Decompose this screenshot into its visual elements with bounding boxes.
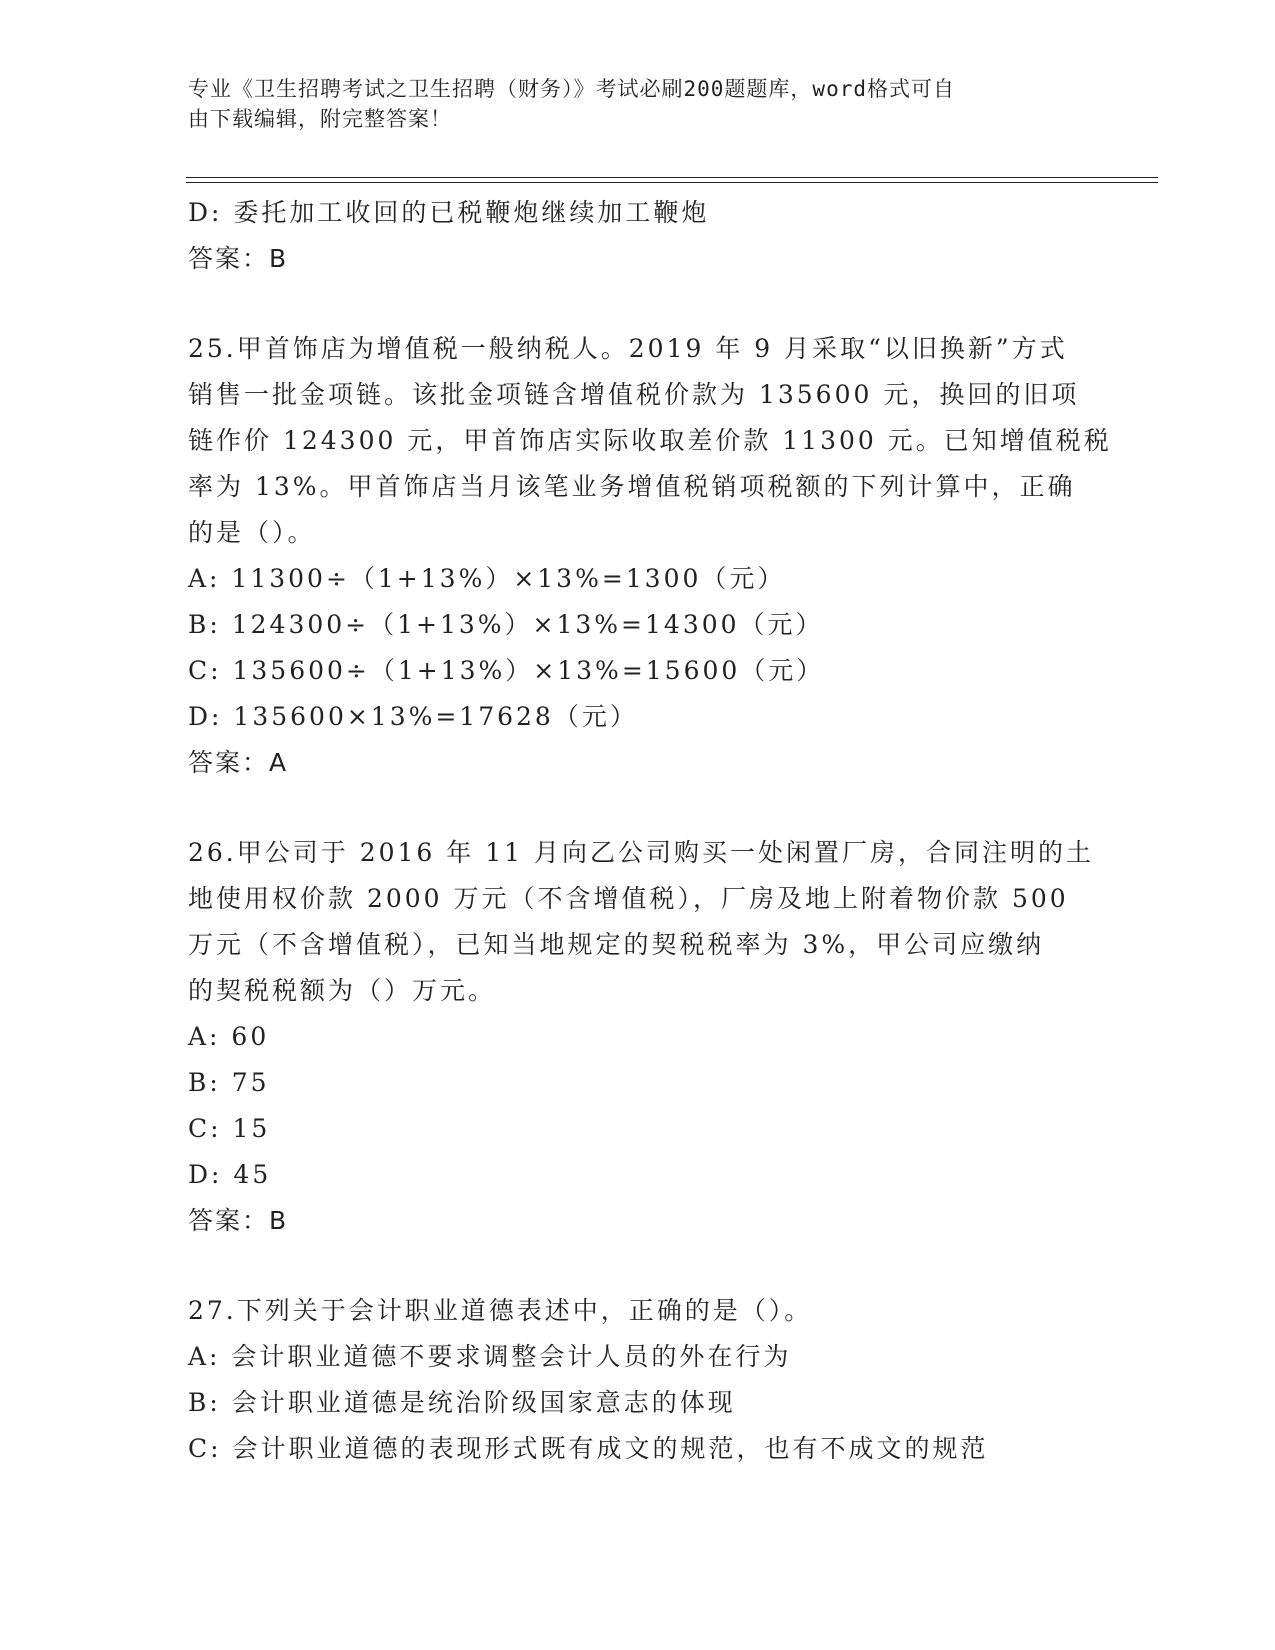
q26-stem-line: 万元（不含增值税），已知当地规定的契税税率为 3%，甲公司应缴纳	[188, 930, 1045, 959]
q27-option-b: B: 会计职业道德是统治阶级国家意志的体现	[188, 1388, 736, 1417]
header-rule-top	[186, 177, 1158, 178]
q26-option-d: D: 45	[188, 1160, 272, 1189]
spacer	[188, 282, 1088, 326]
q25-option-d: D: 135600×13%=17628（元）	[188, 702, 638, 731]
header-rule-bottom	[186, 182, 1158, 183]
q25-option-a: A: 11300÷（1+13%）×13%=1300（元）	[188, 564, 786, 593]
q25-stem-line: 的是（）。	[188, 518, 316, 547]
header-line-2: 由下载编辑，附完整答案！	[188, 107, 452, 131]
q26-stem-line: 的契税税额为（）万元。	[188, 976, 497, 1005]
header-line-1: 专业《卫生招聘考试之卫生招聘（财务）》考试必刷200题题库，word格式可自	[188, 77, 955, 101]
q26-option-c: C: 15	[188, 1114, 271, 1143]
q27-option-c: C: 会计职业道德的表现形式既有成文的规范，也有不成文的规范	[188, 1434, 989, 1463]
q25-stem-line: 销售一批金项链。该批金项链含增值税价款为 135600 元，换回的旧项	[188, 380, 1080, 409]
q27-stem-line: 27.下列关于会计职业道德表述中，正确的是（）。	[188, 1296, 813, 1325]
q26-option-b: B: 75	[188, 1068, 270, 1097]
q24-option-d: D: 委托加工收回的已税鞭炮继续加工鞭炮	[188, 198, 710, 227]
q25-option-c: C: 135600÷（1+13%）×13%=15600（元）	[188, 656, 825, 685]
q25-stem-line: 25.甲首饰店为增值税一般纳税人。2019 年 9 月采取“以旧换新”方式	[188, 334, 1068, 363]
page-header	[188, 74, 1068, 134]
q25-stem-line: 率为 13%。甲首饰店当月该笔业务增值税销项税额的下列计算中，正确	[188, 472, 1076, 501]
q26-stem-line: 地使用权价款 2000 万元（不含增值税），厂房及地上附着物价款 500	[188, 884, 1069, 913]
q27-option-a: A: 会计职业道德不要求调整会计人员的外在行为	[188, 1342, 792, 1371]
q26-option-a: A: 60	[188, 1022, 270, 1051]
question-content	[188, 190, 1112, 1472]
q26-answer: 答案：B	[188, 1206, 289, 1235]
q25-answer: 答案：A	[188, 748, 289, 777]
spacer	[188, 1244, 1088, 1288]
q26-stem-line: 26.甲公司于 2016 年 11 月向乙公司购买一处闲置厂房，合同注明的土	[188, 838, 1094, 867]
spacer	[188, 786, 1088, 830]
q25-option-b: B: 124300÷（1+13%）×13%=14300（元）	[188, 610, 824, 639]
q24-answer: 答案：B	[188, 244, 289, 273]
q25-stem-line: 链作价 124300 元，甲首饰店实际收取差价款 11300 元。已知增值税税	[188, 426, 1112, 455]
